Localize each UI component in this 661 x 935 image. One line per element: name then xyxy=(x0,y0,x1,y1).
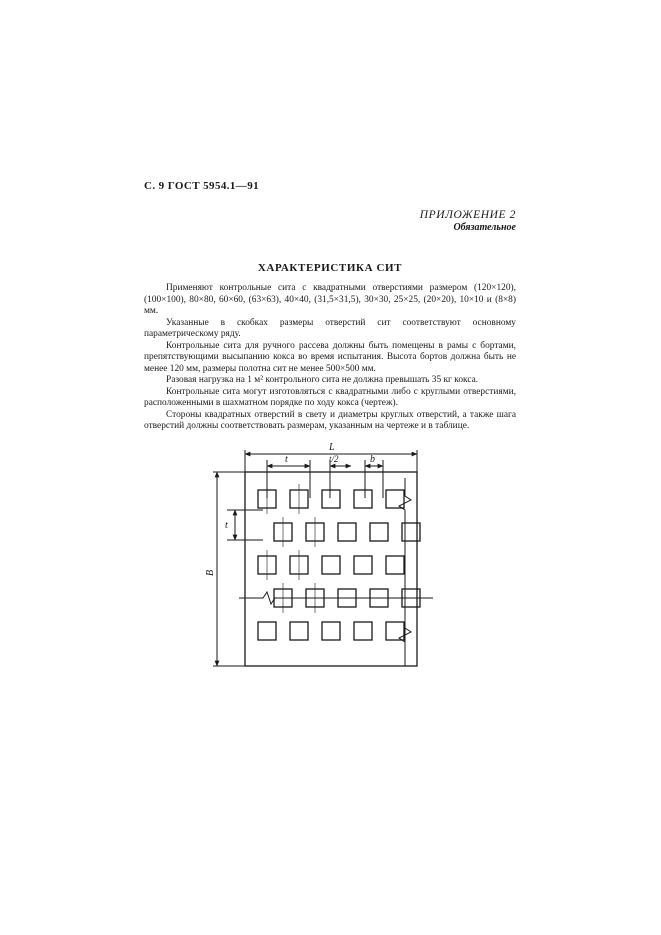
break-line-horizontal xyxy=(239,592,433,604)
square-hole xyxy=(386,556,404,574)
holes-grid xyxy=(258,484,420,640)
label-half-pitch: t/2 xyxy=(329,454,339,464)
paragraph: Применяют контрольные сита с квадратными отверстиями размером (120×120), (100×100), 80×80, 60×60, (63×63), 40×40, (31,5×31,5), 30×30, 25×25, (20×20), 10×10 и (8×8) мм. xyxy=(144,283,516,316)
label-length: L xyxy=(329,442,335,453)
square-hole xyxy=(322,556,340,574)
appendix-note: Обязательное xyxy=(453,222,516,233)
sieve-frame xyxy=(245,472,417,666)
paragraph: Указанные в скобках размеры отверстий сит соответствуют основному параметрическому ряду. xyxy=(144,317,516,339)
square-hole xyxy=(354,490,372,508)
label-side: b xyxy=(370,454,375,465)
label-width: B xyxy=(205,569,216,576)
square-hole xyxy=(338,523,356,541)
page-header: С. 9 ГОСТ 5954.1—91 xyxy=(144,180,259,192)
paragraph: Контрольные сита могут изготовляться с квадратными либо с круглыми отверстиями, расположенными в шахматном порядке по ходу кокса (чертеж). xyxy=(144,386,516,408)
square-hole xyxy=(370,523,388,541)
break-line-vertical xyxy=(399,478,411,666)
appendix-title: ПРИЛОЖЕНИЕ 2 xyxy=(419,209,516,221)
sieve-drawing xyxy=(205,438,445,678)
square-hole xyxy=(354,556,372,574)
square-hole xyxy=(354,622,372,640)
sieve-drawing-svg xyxy=(205,438,445,678)
paragraph: Разовая нагрузка на 1 м² контрольного сита не должна превышать 35 кг кокса. xyxy=(166,375,479,385)
body-text xyxy=(144,283,516,433)
square-hole xyxy=(290,622,308,640)
label-row-pitch: t xyxy=(225,520,228,531)
square-hole xyxy=(322,490,340,508)
square-hole xyxy=(322,622,340,640)
label-pitch: t xyxy=(285,454,288,465)
document-title: ХАРАКТЕРИСТИКА СИТ xyxy=(257,262,403,274)
paragraph: Контрольные сита для ручного рассева должны быть помещены в рамы с бортами, препятствующими высыпанию кокса во время испытания. Высота бортов должна быть не менее 120 мм, размеры полотна сит не менее 500×500 мм. xyxy=(144,340,516,374)
paragraph: Стороны квадратных отверстий в свету и диаметры круглых отверстий, а также шага отверстий должны соответствовать размерам, указанным на чертеже и в таблице. xyxy=(144,409,516,431)
square-hole xyxy=(258,622,276,640)
appendix-block xyxy=(420,209,516,233)
